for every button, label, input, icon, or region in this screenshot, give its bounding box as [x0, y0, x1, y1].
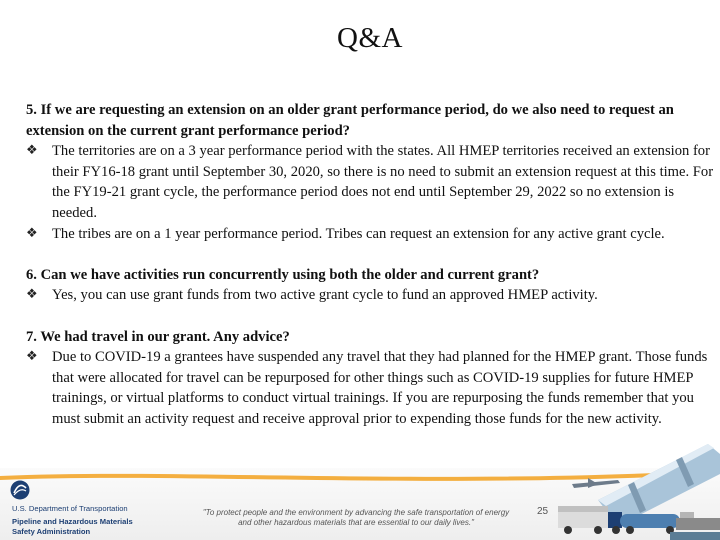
slide-title: Q&A [337, 22, 403, 54]
answer-5-2 [26, 224, 714, 245]
quote-line: "To protect people and the environment by advancing the safe transportation of energy [202, 508, 510, 517]
agency-name-line1: Pipeline and Hazardous Materials [12, 517, 133, 526]
answer-text: The tribes are on a 1 year performance period. Tribes can request an extension for any active grant cycle. [52, 225, 665, 242]
answer-text: Yes, you can use grant funds from two active grant cycle to fund an approved HMEP activity. [52, 287, 598, 304]
question-5: 5. If we are requesting an extension on an older grant performance period, do we also need to request an extension on the current grant performance period? [26, 102, 674, 139]
question-6: 6. Can we have activities run concurrently using both the older and current grant? [26, 266, 540, 283]
dot-logo-icon [10, 480, 30, 500]
answer-6-1 [26, 285, 714, 306]
diamond-bullet-icon: ❖ [26, 349, 38, 365]
answer-text: The territories are on a 3 year performance period with the states. All HMEP territories received an extension for their FY16-18 grant until September 30, 2020, so there is no need to submit an extension request at this time. For the FY19-21 grant cycle, the performance period does not end until September 29, 2022 so no extension is needed. [52, 143, 714, 221]
dept-name: U.S. Department of Transportation [12, 504, 128, 513]
diamond-bullet-icon: ❖ [26, 287, 38, 303]
qa-content [26, 100, 714, 430]
quote-line: and other hazardous materials that are essential to our daily lives." [238, 518, 474, 527]
question-7: 7. We had travel in our grant. Any advice? [26, 328, 290, 345]
answer-7-1 [26, 347, 714, 429]
mission-quote [186, 508, 526, 528]
diamond-bullet-icon: ❖ [26, 143, 38, 159]
answer-5-1 [26, 141, 714, 223]
answer-text: Due to COVID-19 a grantees have suspended any travel that they had planned for the HMEP grant. Those funds that were allocated for travel can be repurposed for other things such as COVID-19 supplies for future HMEP trainings, or virtual platforms to conduct virtual trainings. If you are repurposing the funds remember that you must submit an activity request and receive approval prior to expending those funds for the new activity. [52, 349, 708, 427]
transport-collage-image [558, 440, 720, 540]
agency-name-line2: Safety Administration [12, 527, 91, 536]
page-number: 25 [537, 506, 549, 517]
diamond-bullet-icon: ❖ [26, 225, 38, 241]
